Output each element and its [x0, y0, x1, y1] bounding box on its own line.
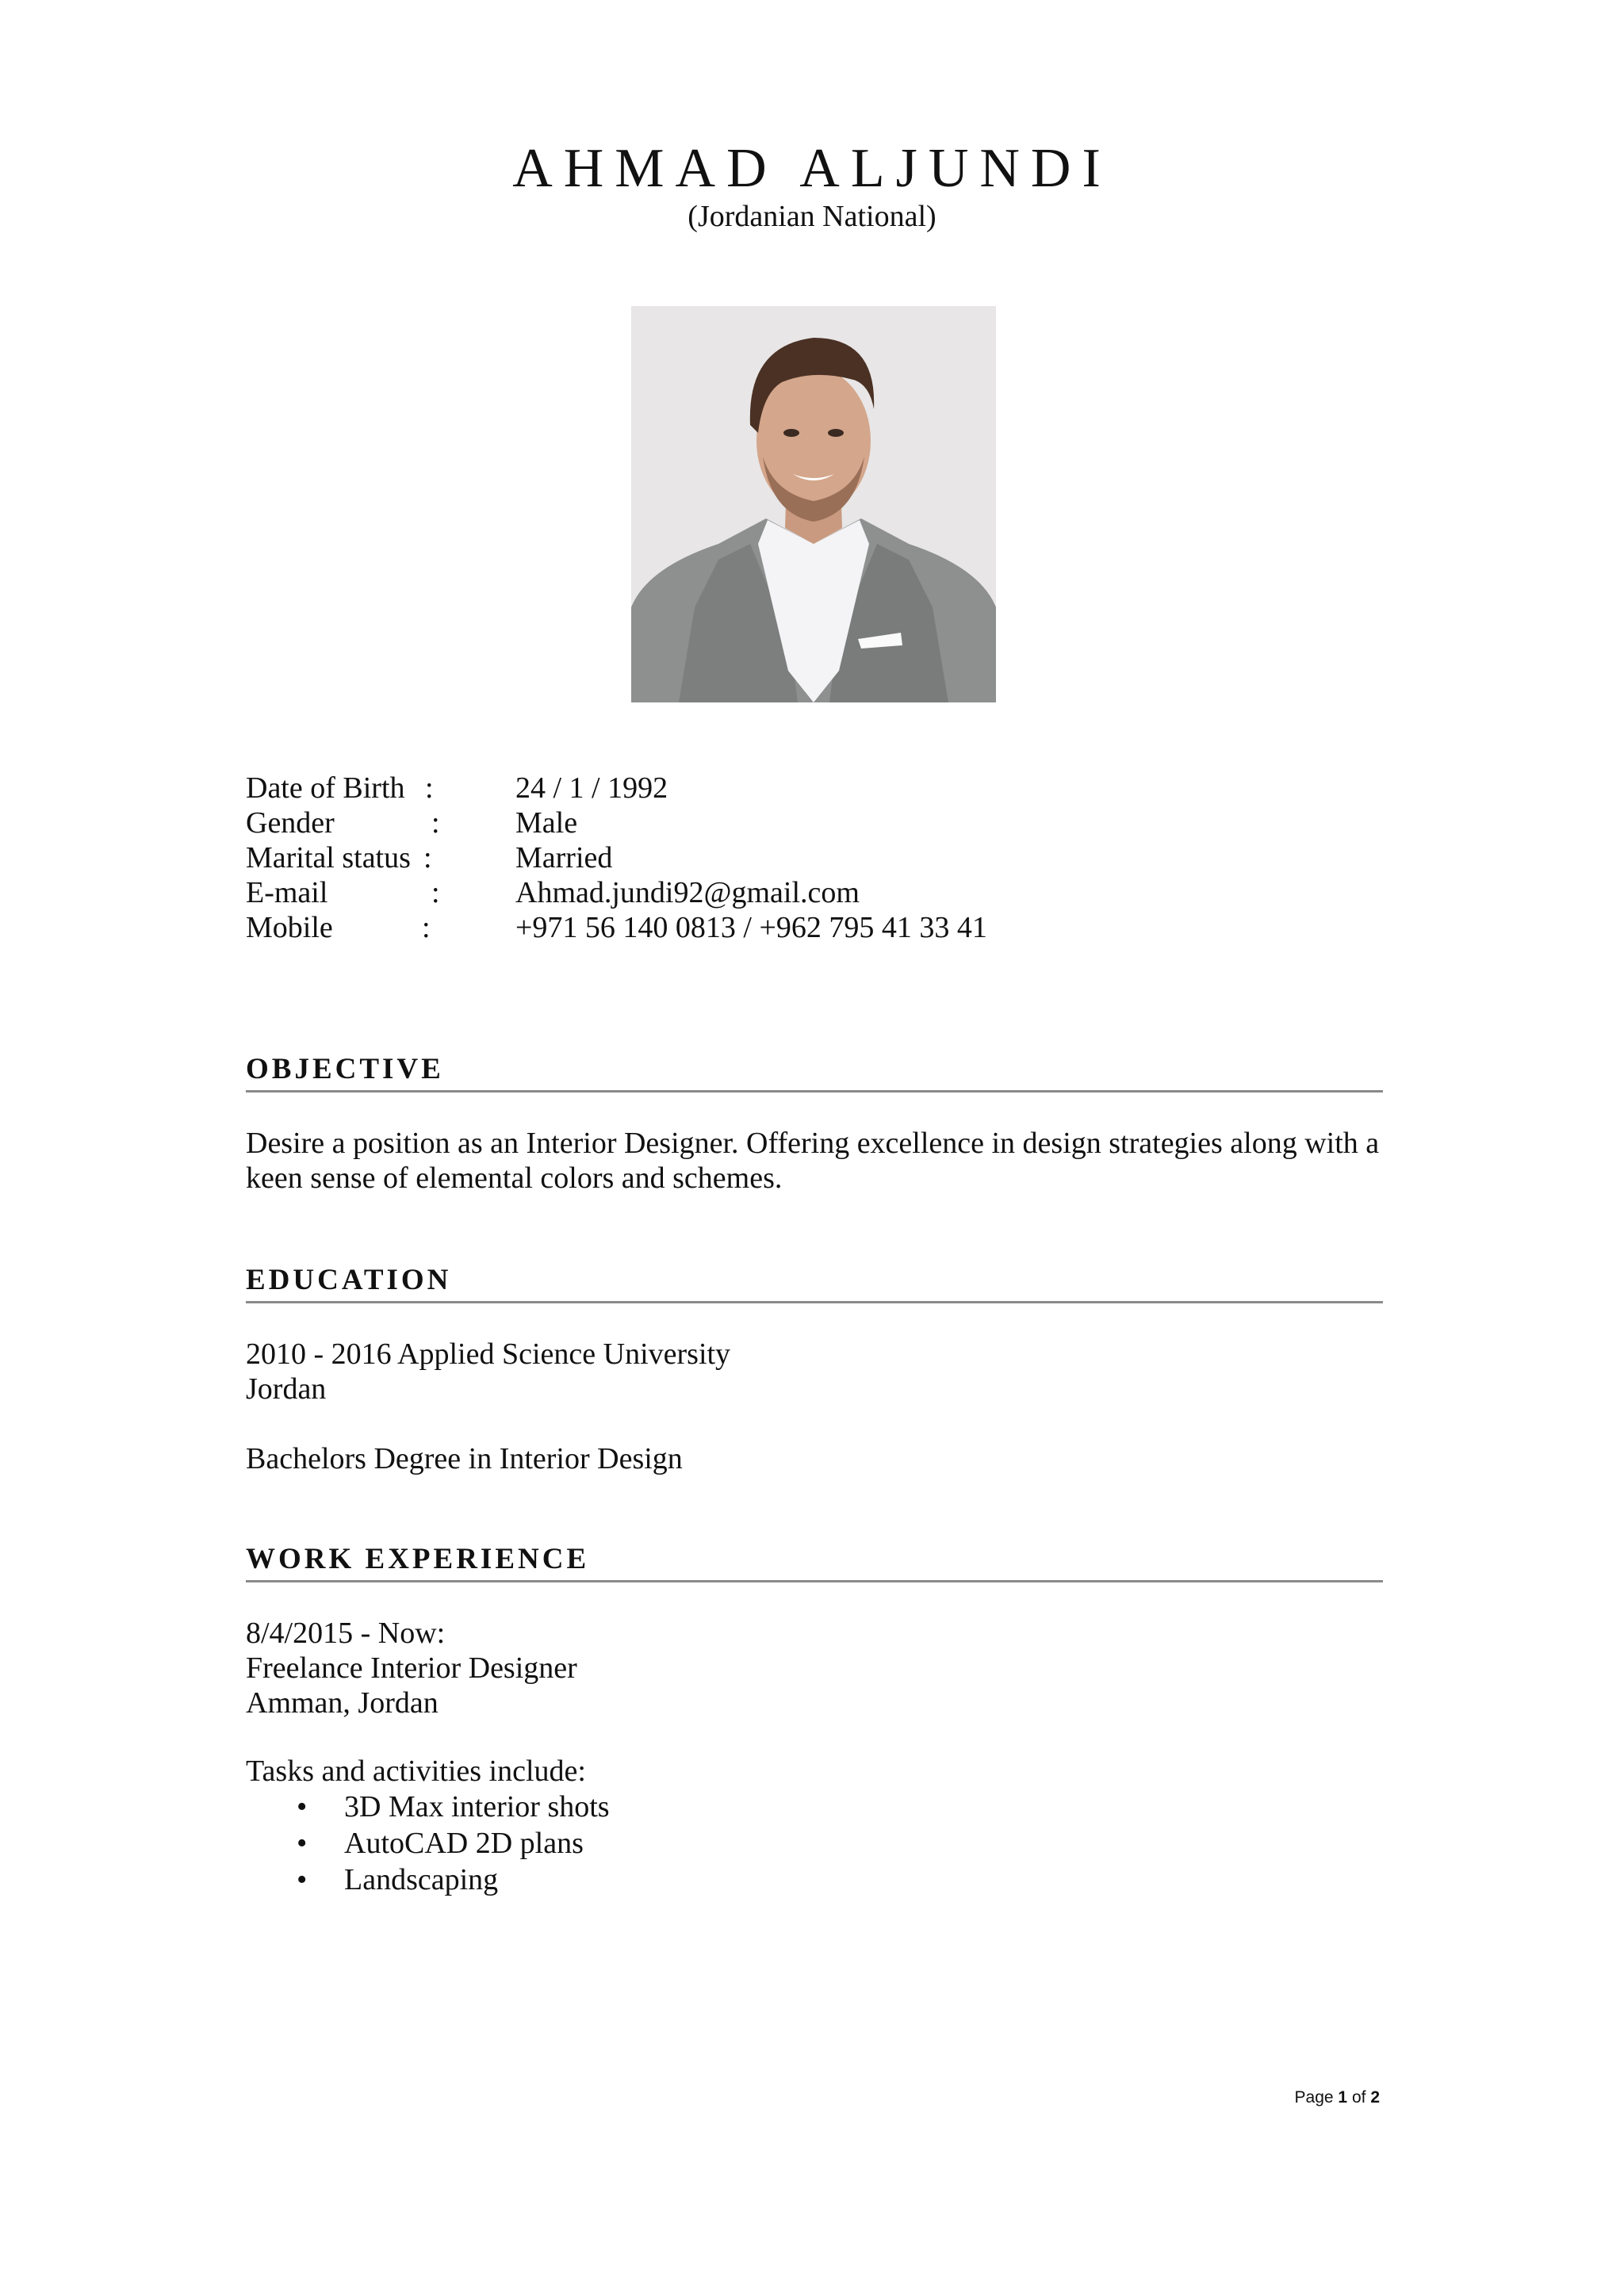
list-item	[246, 1789, 1383, 1825]
detail-row-gender	[246, 806, 1435, 840]
bullet-icon: •	[297, 1827, 308, 1860]
detail-row-birth	[246, 771, 1435, 806]
detail-colon: :	[423, 841, 432, 874]
education-degree: Bachelors Degree in Interior Design	[246, 1442, 683, 1475]
detail-label: E-mail	[246, 876, 328, 909]
detail-colon: :	[422, 911, 431, 944]
candidate-nationality: (Jordanian National)	[688, 200, 936, 233]
candidate-name: AHMAD ALJUNDI	[512, 138, 1112, 199]
list-item	[246, 1825, 1383, 1862]
work-location: Amman, Jordan	[246, 1686, 439, 1720]
education-section	[246, 1265, 1383, 1476]
portrait-photo	[631, 306, 996, 702]
work-role: Freelance Interior Designer	[246, 1651, 577, 1685]
of-word: of	[1351, 2088, 1366, 2107]
education-country: Jordan	[246, 1372, 327, 1406]
page-total: 2	[1370, 2088, 1380, 2107]
detail-label: Date of Birth	[246, 771, 405, 805]
detail-value: 24 / 1 / 1992	[515, 771, 668, 805]
section-title-work-experience: WORK EXPERIENCE	[246, 1544, 1383, 1582]
detail-colon: :	[431, 876, 440, 909]
page-current: 1	[1338, 2088, 1348, 2107]
work-period: 8/4/2015 - Now:	[246, 1617, 446, 1650]
list-item	[246, 1862, 1383, 1898]
task-text: 3D Max interior shots	[344, 1790, 610, 1823]
page-number	[1295, 2088, 1380, 2107]
detail-value: +971 56 140 0813 / +962 795 41 33 41	[515, 911, 987, 944]
detail-value: Married	[515, 841, 613, 874]
objective-text-line: keen sense of elemental colors and schemes.	[246, 1161, 783, 1195]
bullet-icon: •	[297, 1790, 308, 1823]
detail-row-mobile	[246, 910, 1435, 945]
task-text: AutoCAD 2D plans	[344, 1827, 584, 1860]
detail-label: Marital status	[246, 841, 411, 874]
detail-row-marital	[246, 840, 1435, 875]
personal-details	[246, 771, 1435, 945]
work-tasks-list	[246, 1789, 1383, 1898]
detail-value: Male	[515, 806, 578, 840]
detail-value: Ahmad.jundi92@gmail.com	[515, 876, 860, 909]
page-word: Page	[1294, 2088, 1334, 2107]
objective-text-line: Desire a position as an Interior Designer. Offering excellence in design strategies along with a	[246, 1127, 1380, 1160]
bullet-icon: •	[297, 1863, 308, 1896]
section-title-education: EDUCATION	[246, 1265, 1383, 1303]
education-years-school: 2010 - 2016 Applied Science University	[246, 1337, 731, 1371]
work-experience-section	[246, 1544, 1383, 1898]
portrait-photo-icon	[631, 306, 996, 702]
section-title-objective: OBJECTIVE	[246, 1054, 1383, 1093]
detail-colon: :	[425, 771, 434, 805]
detail-colon: :	[431, 806, 440, 840]
work-tasks-intro: Tasks and activities include:	[246, 1755, 586, 1788]
detail-label: Mobile	[246, 911, 333, 944]
task-text: Landscaping	[344, 1863, 499, 1896]
detail-label: Gender	[246, 806, 335, 840]
objective-section	[246, 1054, 1383, 1196]
detail-row-email	[246, 875, 1435, 910]
